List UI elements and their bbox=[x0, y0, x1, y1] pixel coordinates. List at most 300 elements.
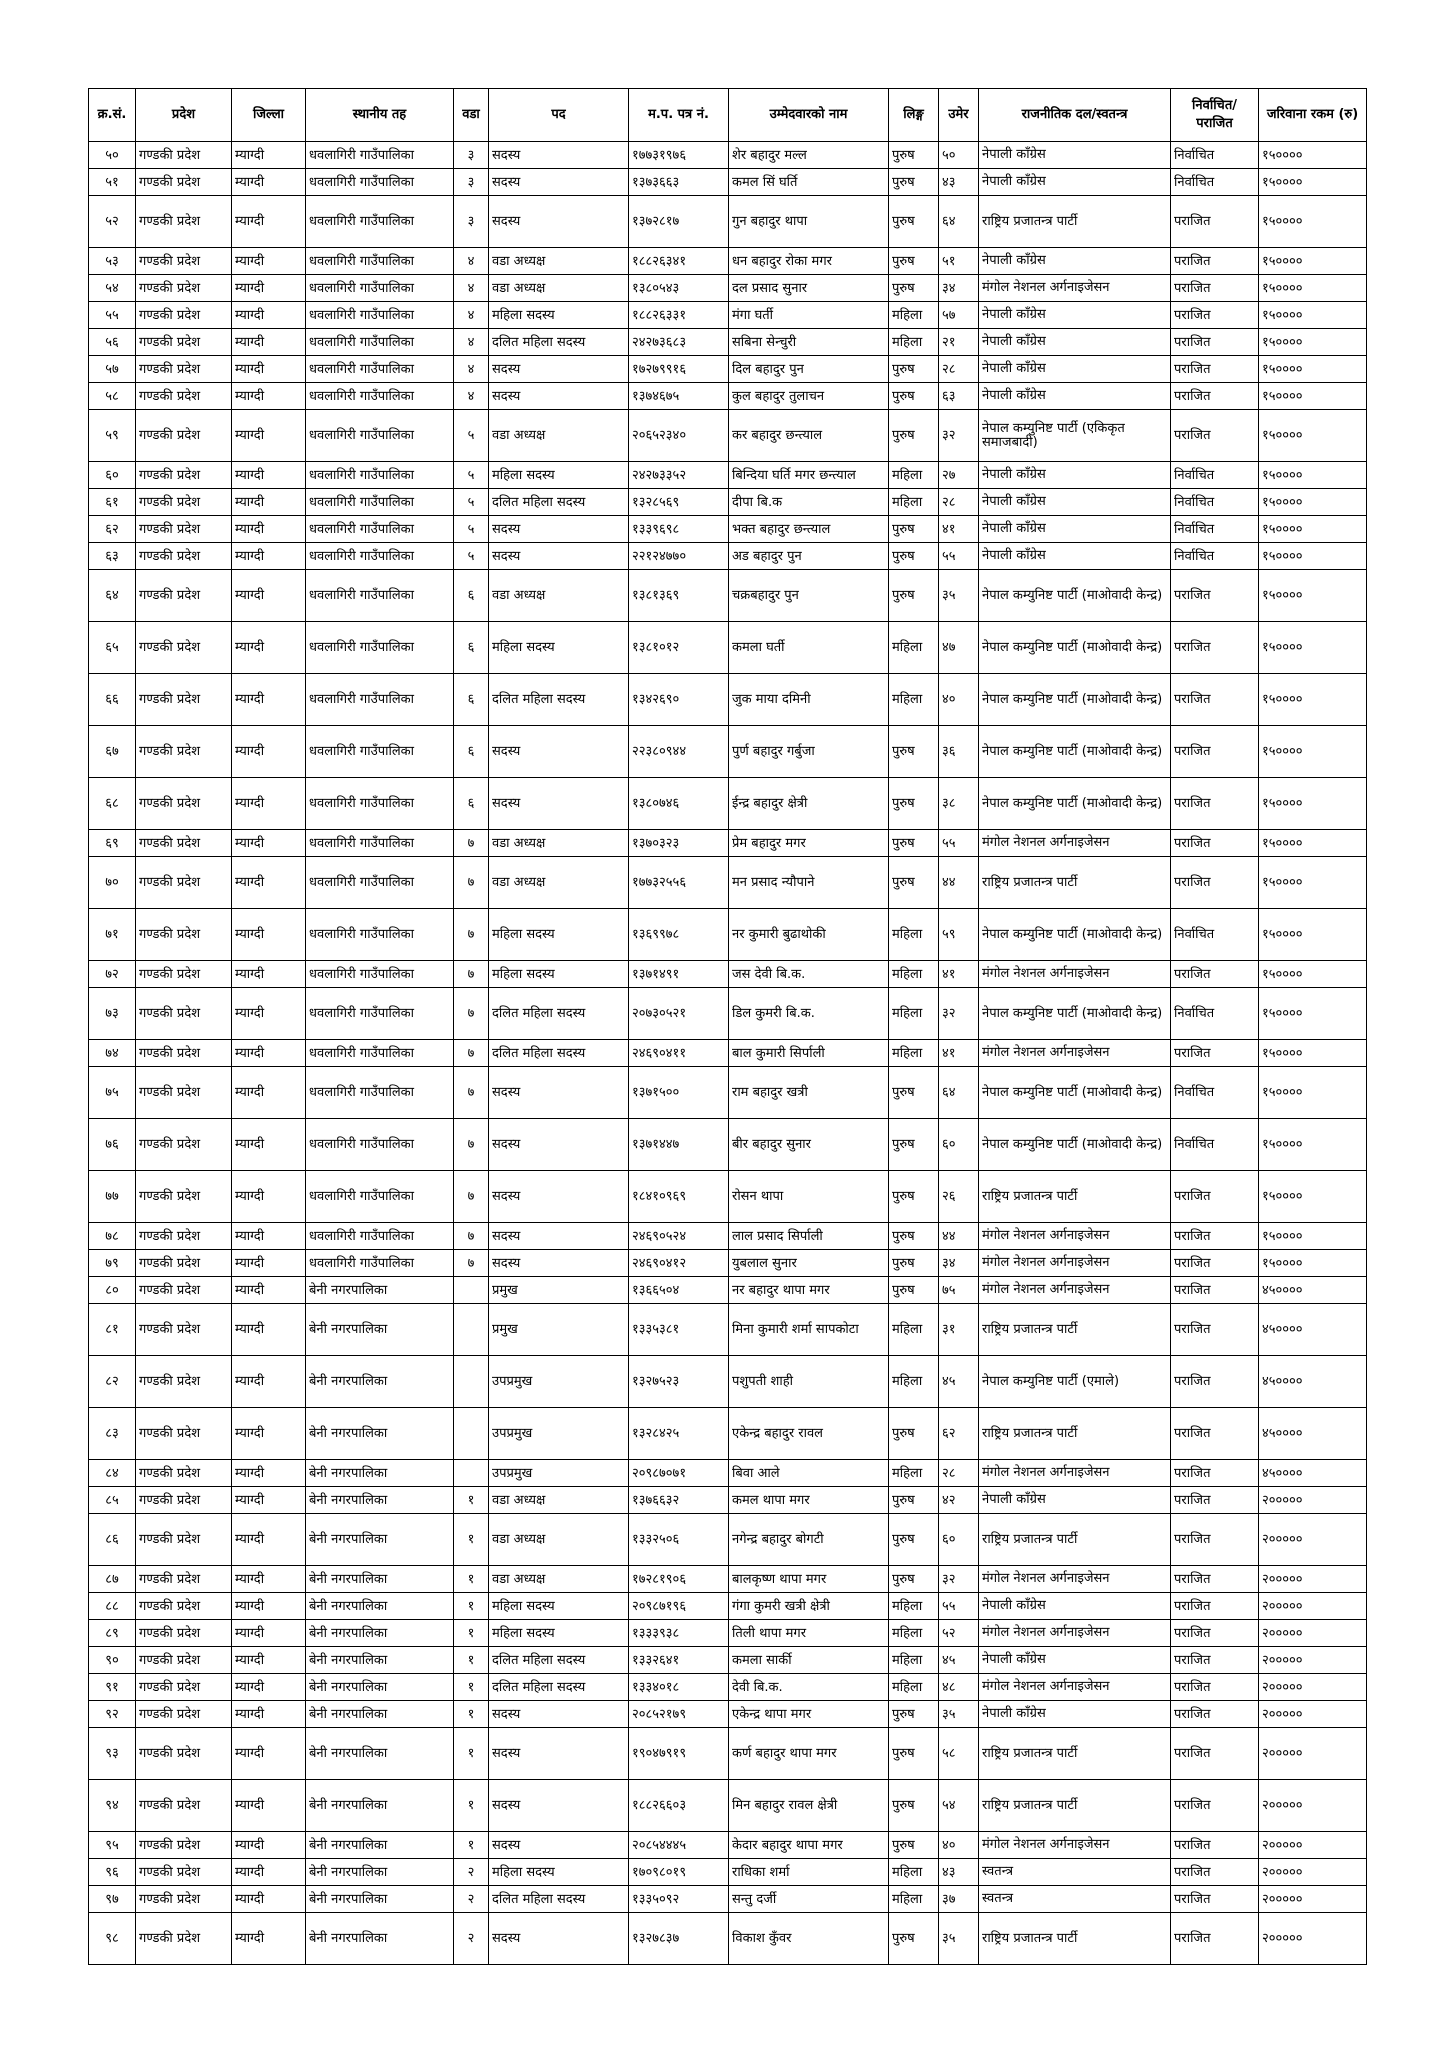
gender-cell: महिला bbox=[889, 1647, 939, 1674]
serial-cell: ६० bbox=[89, 462, 136, 489]
post-cell: सदस्य bbox=[489, 1067, 629, 1119]
ward-cell: ५ bbox=[454, 410, 489, 462]
result-cell: पराजित bbox=[1171, 275, 1259, 302]
serial-cell: ९६ bbox=[89, 1859, 136, 1886]
gender-cell: पुरुष bbox=[889, 516, 939, 543]
header-cell: म.प. पत्र नं. bbox=[629, 89, 729, 142]
age-cell: ४२ bbox=[939, 1487, 979, 1514]
post-cell: दलित महिला सदस्य bbox=[489, 489, 629, 516]
ballot-number-cell: १७७३२५५६ bbox=[629, 857, 729, 909]
candidate-name-cell: मिना कुमारी शर्मा सापकोटा bbox=[729, 1304, 889, 1356]
serial-cell: ७० bbox=[89, 857, 136, 909]
province-cell: गण्डकी प्रदेश bbox=[136, 1859, 232, 1886]
candidate-name-cell: बाल कुमारी सिर्पाली bbox=[729, 1040, 889, 1067]
gender-cell: पुरुष bbox=[889, 142, 939, 169]
candidate-name-cell: मिन बहादुर रावल क्षेत्री bbox=[729, 1780, 889, 1832]
gender-cell: पुरुष bbox=[889, 356, 939, 383]
district-cell: म्याग्दी bbox=[232, 1514, 306, 1566]
candidate-name-cell: जस देवी बि.क. bbox=[729, 961, 889, 988]
candidate-name-cell: जुक माया दमिनी bbox=[729, 674, 889, 726]
local-body-cell: धवलागिरी गाउँपालिका bbox=[306, 830, 454, 857]
table-row bbox=[89, 142, 1367, 169]
result-cell: निर्वाचित bbox=[1171, 142, 1259, 169]
age-cell: ३२ bbox=[939, 1566, 979, 1593]
gender-cell: पुरुष bbox=[889, 543, 939, 570]
local-body-cell: धवलागिरी गाउँपालिका bbox=[306, 570, 454, 622]
age-cell: २६ bbox=[939, 1171, 979, 1223]
result-cell: पराजित bbox=[1171, 622, 1259, 674]
age-cell: ३५ bbox=[939, 570, 979, 622]
party-cell: नेपाली काँग्रेस bbox=[979, 356, 1171, 383]
gender-cell: पुरुष bbox=[889, 1728, 939, 1780]
header-cell: उम्मेदवारको नाम bbox=[729, 89, 889, 142]
age-cell: ५५ bbox=[939, 1593, 979, 1620]
district-cell: म्याग्दी bbox=[232, 383, 306, 410]
serial-cell: ८७ bbox=[89, 1566, 136, 1593]
party-cell: मंगोल नेशनल अर्गनाइजेसन bbox=[979, 961, 1171, 988]
party-cell: नेपाल कम्युनिष्ट पार्टी (माओवादी केन्द्र) bbox=[979, 778, 1171, 830]
age-cell: ५४ bbox=[939, 1780, 979, 1832]
district-cell: म्याग्दी bbox=[232, 1674, 306, 1701]
gender-cell: पुरुष bbox=[889, 1171, 939, 1223]
local-body-cell: धवलागिरी गाउँपालिका bbox=[306, 489, 454, 516]
local-body-cell: धवलागिरी गाउँपालिका bbox=[306, 275, 454, 302]
serial-cell: ७१ bbox=[89, 909, 136, 961]
candidate-name-cell: बालकृष्ण थापा मगर bbox=[729, 1566, 889, 1593]
ballot-number-cell: २०७३०५२१ bbox=[629, 988, 729, 1040]
age-cell: ३२ bbox=[939, 988, 979, 1040]
result-cell: निर्वाचित bbox=[1171, 988, 1259, 1040]
ward-cell bbox=[454, 1356, 489, 1408]
ward-cell: ६ bbox=[454, 674, 489, 726]
candidate-name-cell: पुर्ण बहादुर गर्बुजा bbox=[729, 726, 889, 778]
local-body-cell: धवलागिरी गाउँपालिका bbox=[306, 778, 454, 830]
gender-cell: पुरुष bbox=[889, 248, 939, 275]
table-row bbox=[89, 1487, 1367, 1514]
district-cell: म्याग्दी bbox=[232, 516, 306, 543]
ballot-number-cell: १३७६६३२ bbox=[629, 1487, 729, 1514]
ward-cell: ६ bbox=[454, 778, 489, 830]
local-body-cell: बेनी नगरपालिका bbox=[306, 1674, 454, 1701]
district-cell: म्याग्दी bbox=[232, 489, 306, 516]
age-cell: ३२ bbox=[939, 410, 979, 462]
ballot-number-cell: १३७२८१७ bbox=[629, 196, 729, 248]
local-body-cell: धवलागिरी गाउँपालिका bbox=[306, 622, 454, 674]
local-body-cell: धवलागिरी गाउँपालिका bbox=[306, 988, 454, 1040]
post-cell: दलित महिला सदस्य bbox=[489, 1886, 629, 1913]
result-cell: पराजित bbox=[1171, 1780, 1259, 1832]
post-cell: सदस्य bbox=[489, 1171, 629, 1223]
province-cell: गण्डकी प्रदेश bbox=[136, 1728, 232, 1780]
district-cell: म्याग्दी bbox=[232, 778, 306, 830]
age-cell: ६२ bbox=[939, 1408, 979, 1460]
table-row bbox=[89, 830, 1367, 857]
local-body-cell: धवलागिरी गाउँपालिका bbox=[306, 1250, 454, 1277]
local-body-cell: धवलागिरी गाउँपालिका bbox=[306, 383, 454, 410]
age-cell: ३७ bbox=[939, 1886, 979, 1913]
district-cell: म्याग्दी bbox=[232, 909, 306, 961]
local-body-cell: धवलागिरी गाउँपालिका bbox=[306, 302, 454, 329]
party-cell: नेपाल कम्युनिष्ट पार्टी (माओवादी केन्द्र) bbox=[979, 1119, 1171, 1171]
result-cell: पराजित bbox=[1171, 1647, 1259, 1674]
result-cell: पराजित bbox=[1171, 570, 1259, 622]
district-cell: म्याग्दी bbox=[232, 329, 306, 356]
candidate-name-cell: युबलाल सुनार bbox=[729, 1250, 889, 1277]
local-body-cell: धवलागिरी गाउँपालिका bbox=[306, 1040, 454, 1067]
header-cell: क्र.सं. bbox=[89, 89, 136, 142]
province-cell: गण्डकी प्रदेश bbox=[136, 489, 232, 516]
ballot-number-cell: १७०९८०१९ bbox=[629, 1859, 729, 1886]
result-cell: पराजित bbox=[1171, 1913, 1259, 1965]
age-cell: ६३ bbox=[939, 383, 979, 410]
serial-cell: ८४ bbox=[89, 1460, 136, 1487]
age-cell: ३४ bbox=[939, 1250, 979, 1277]
post-cell: महिला सदस्य bbox=[489, 1620, 629, 1647]
ward-cell: १ bbox=[454, 1701, 489, 1728]
province-cell: गण्डकी प्रदेश bbox=[136, 142, 232, 169]
ward-cell: ७ bbox=[454, 961, 489, 988]
gender-cell: महिला bbox=[889, 462, 939, 489]
ballot-number-cell: १३२८५६९ bbox=[629, 489, 729, 516]
province-cell: गण्डकी प्रदेश bbox=[136, 961, 232, 988]
district-cell: म्याग्दी bbox=[232, 275, 306, 302]
age-cell: ३५ bbox=[939, 1701, 979, 1728]
post-cell: सदस्य bbox=[489, 1701, 629, 1728]
district-cell: म्याग्दी bbox=[232, 857, 306, 909]
province-cell: गण्डकी प्रदेश bbox=[136, 830, 232, 857]
table-row bbox=[89, 961, 1367, 988]
candidate-name-cell: कमल थापा मगर bbox=[729, 1487, 889, 1514]
document-page bbox=[88, 88, 1366, 1965]
ward-cell: ७ bbox=[454, 830, 489, 857]
ballot-number-cell: १३६९९७८ bbox=[629, 909, 729, 961]
candidate-name-cell: राधिका शर्मा bbox=[729, 1859, 889, 1886]
province-cell: गण्डकी प्रदेश bbox=[136, 1514, 232, 1566]
party-cell: नेपाली काँग्रेस bbox=[979, 543, 1171, 570]
result-cell: पराजित bbox=[1171, 302, 1259, 329]
party-cell: राष्ट्रिय प्रजातन्त्र पार्टी bbox=[979, 1728, 1171, 1780]
ballot-number-cell: १७७३१९७६ bbox=[629, 142, 729, 169]
fine-amount-cell: १५०००० bbox=[1259, 961, 1367, 988]
table-row bbox=[89, 1223, 1367, 1250]
local-body-cell: धवलागिरी गाउँपालिका bbox=[306, 726, 454, 778]
local-body-cell: धवलागिरी गाउँपालिका bbox=[306, 543, 454, 570]
fine-amount-cell: २००००० bbox=[1259, 1913, 1367, 1965]
ward-cell: ४ bbox=[454, 248, 489, 275]
province-cell: गण्डकी प्रदेश bbox=[136, 1408, 232, 1460]
gender-cell: पुरुष bbox=[889, 1277, 939, 1304]
province-cell: गण्डकी प्रदेश bbox=[136, 622, 232, 674]
ballot-number-cell: १७२७९९१६ bbox=[629, 356, 729, 383]
district-cell: म्याग्दी bbox=[232, 961, 306, 988]
age-cell: ४८ bbox=[939, 1674, 979, 1701]
province-cell: गण्डकी प्रदेश bbox=[136, 169, 232, 196]
candidate-name-cell: सन्तु दर्जी bbox=[729, 1886, 889, 1913]
party-cell: मंगोल नेशनल अर्गनाइजेसन bbox=[979, 1250, 1171, 1277]
result-cell: पराजित bbox=[1171, 1223, 1259, 1250]
gender-cell: महिला bbox=[889, 1859, 939, 1886]
district-cell: म्याग्दी bbox=[232, 142, 306, 169]
fine-amount-cell: १५०००० bbox=[1259, 543, 1367, 570]
party-cell: नेपाली काँग्रेस bbox=[979, 1487, 1171, 1514]
party-cell: स्वतन्त्र bbox=[979, 1886, 1171, 1913]
province-cell: गण्डकी प्रदेश bbox=[136, 329, 232, 356]
post-cell: दलित महिला सदस्य bbox=[489, 1647, 629, 1674]
table-row bbox=[89, 169, 1367, 196]
fine-amount-cell: १५०००० bbox=[1259, 516, 1367, 543]
fine-amount-cell: २००००० bbox=[1259, 1701, 1367, 1728]
local-body-cell: बेनी नगरपालिका bbox=[306, 1408, 454, 1460]
gender-cell: महिला bbox=[889, 489, 939, 516]
gender-cell: पुरुष bbox=[889, 570, 939, 622]
candidate-name-cell: गंगा कुमरी खत्री क्षेत्री bbox=[729, 1593, 889, 1620]
table-row bbox=[89, 1250, 1367, 1277]
ballot-number-cell: १३८१०१२ bbox=[629, 622, 729, 674]
table-row bbox=[89, 543, 1367, 570]
post-cell: वडा अध्यक्ष bbox=[489, 570, 629, 622]
table-row bbox=[89, 383, 1367, 410]
district-cell: म्याग्दी bbox=[232, 1223, 306, 1250]
district-cell: म्याग्दी bbox=[232, 1487, 306, 1514]
serial-cell: ५२ bbox=[89, 196, 136, 248]
province-cell: गण्डकी प्रदेश bbox=[136, 1701, 232, 1728]
table-row bbox=[89, 1701, 1367, 1728]
gender-cell: पुरुष bbox=[889, 383, 939, 410]
ward-cell: ७ bbox=[454, 1040, 489, 1067]
local-body-cell: बेनी नगरपालिका bbox=[306, 1304, 454, 1356]
serial-cell: ८९ bbox=[89, 1620, 136, 1647]
header-cell: निर्वाचित/ पराजित bbox=[1171, 89, 1259, 142]
ward-cell: १ bbox=[454, 1487, 489, 1514]
party-cell: राष्ट्रिय प्रजातन्त्र पार्टी bbox=[979, 1514, 1171, 1566]
district-cell: म्याग्दी bbox=[232, 356, 306, 383]
fine-amount-cell: १५०००० bbox=[1259, 1223, 1367, 1250]
post-cell: महिला सदस्य bbox=[489, 1593, 629, 1620]
age-cell: ४४ bbox=[939, 857, 979, 909]
ward-cell: १ bbox=[454, 1566, 489, 1593]
ward-cell: ७ bbox=[454, 988, 489, 1040]
party-cell: राष्ट्रिय प्रजातन्त्र पार्टी bbox=[979, 1408, 1171, 1460]
result-cell: पराजित bbox=[1171, 1040, 1259, 1067]
ballot-number-cell: १३३५०९२ bbox=[629, 1886, 729, 1913]
province-cell: गण्डकी प्रदेश bbox=[136, 1250, 232, 1277]
district-cell: म्याग्दी bbox=[232, 1250, 306, 1277]
serial-cell: ७३ bbox=[89, 988, 136, 1040]
gender-cell: महिला bbox=[889, 1886, 939, 1913]
table-row bbox=[89, 1832, 1367, 1859]
post-cell: प्रमुख bbox=[489, 1304, 629, 1356]
post-cell: महिला सदस्य bbox=[489, 462, 629, 489]
district-cell: म्याग्दी bbox=[232, 1701, 306, 1728]
table-row bbox=[89, 1913, 1367, 1965]
age-cell: ४० bbox=[939, 674, 979, 726]
post-cell: वडा अध्यक्ष bbox=[489, 1566, 629, 1593]
fine-amount-cell: १५०००० bbox=[1259, 1171, 1367, 1223]
gender-cell: महिला bbox=[889, 961, 939, 988]
table-row bbox=[89, 356, 1367, 383]
district-cell: म्याग्दी bbox=[232, 1566, 306, 1593]
fine-amount-cell: १५०००० bbox=[1259, 169, 1367, 196]
table-row bbox=[89, 1408, 1367, 1460]
candidate-name-cell: राम बहादुर खत्री bbox=[729, 1067, 889, 1119]
result-cell: पराजित bbox=[1171, 1514, 1259, 1566]
post-cell: वडा अध्यक्ष bbox=[489, 1487, 629, 1514]
local-body-cell: धवलागिरी गाउँपालिका bbox=[306, 516, 454, 543]
local-body-cell: बेनी नगरपालिका bbox=[306, 1566, 454, 1593]
ward-cell: ५ bbox=[454, 489, 489, 516]
table-row bbox=[89, 1780, 1367, 1832]
candidate-name-cell: कर बहादुर छन्त्याल bbox=[729, 410, 889, 462]
province-cell: गण्डकी प्रदेश bbox=[136, 909, 232, 961]
ward-cell: ७ bbox=[454, 1223, 489, 1250]
local-body-cell: बेनी नगरपालिका bbox=[306, 1701, 454, 1728]
province-cell: गण्डकी प्रदेश bbox=[136, 1886, 232, 1913]
table-row bbox=[89, 275, 1367, 302]
party-cell: राष्ट्रिय प्रजातन्त्र पार्टी bbox=[979, 196, 1171, 248]
serial-cell: ६७ bbox=[89, 726, 136, 778]
table-row bbox=[89, 1460, 1367, 1487]
party-cell: नेपाली काँग्रेस bbox=[979, 1647, 1171, 1674]
district-cell: म्याग्दी bbox=[232, 988, 306, 1040]
candidate-name-cell: एकेन्द्र थापा मगर bbox=[729, 1701, 889, 1728]
party-cell: नेपाल कम्युनिष्ट पार्टी (माओवादी केन्द्र) bbox=[979, 1067, 1171, 1119]
candidate-name-cell: धन बहादुर रोका मगर bbox=[729, 248, 889, 275]
district-cell: म्याग्दी bbox=[232, 169, 306, 196]
party-cell: नेपाल कम्युनिष्ट पार्टी (माओवादी केन्द्र) bbox=[979, 570, 1171, 622]
party-cell: नेपाल कम्युनिष्ट पार्टी (माओवादी केन्द्र) bbox=[979, 909, 1171, 961]
result-cell: पराजित bbox=[1171, 961, 1259, 988]
gender-cell: पुरुष bbox=[889, 196, 939, 248]
age-cell: ७५ bbox=[939, 1277, 979, 1304]
post-cell: सदस्य bbox=[489, 1119, 629, 1171]
gender-cell: महिला bbox=[889, 1356, 939, 1408]
gender-cell: महिला bbox=[889, 329, 939, 356]
candidate-name-cell: केदार बहादुर थापा मगर bbox=[729, 1832, 889, 1859]
gender-cell: महिला bbox=[889, 302, 939, 329]
ward-cell: ६ bbox=[454, 622, 489, 674]
table-row bbox=[89, 1304, 1367, 1356]
serial-cell: ८३ bbox=[89, 1408, 136, 1460]
table-body bbox=[89, 142, 1367, 1965]
local-body-cell: बेनी नगरपालिका bbox=[306, 1514, 454, 1566]
province-cell: गण्डकी प्रदेश bbox=[136, 988, 232, 1040]
ballot-number-cell: १३८१३६९ bbox=[629, 570, 729, 622]
post-cell: सदस्य bbox=[489, 726, 629, 778]
party-cell: मंगोल नेशनल अर्गनाइजेसन bbox=[979, 830, 1171, 857]
district-cell: म्याग्दी bbox=[232, 1460, 306, 1487]
fine-amount-cell: १५०००० bbox=[1259, 778, 1367, 830]
serial-cell: ८२ bbox=[89, 1356, 136, 1408]
serial-cell: ९८ bbox=[89, 1913, 136, 1965]
gender-cell: पुरुष bbox=[889, 778, 939, 830]
result-cell: पराजित bbox=[1171, 1356, 1259, 1408]
ward-cell: १ bbox=[454, 1620, 489, 1647]
gender-cell: पुरुष bbox=[889, 1780, 939, 1832]
gender-cell: महिला bbox=[889, 1040, 939, 1067]
party-cell: नेपाली काँग्रेस bbox=[979, 462, 1171, 489]
table-row bbox=[89, 410, 1367, 462]
ballot-number-cell: २४२७३६८३ bbox=[629, 329, 729, 356]
province-cell: गण्डकी प्रदेश bbox=[136, 462, 232, 489]
district-cell: म्याग्दी bbox=[232, 674, 306, 726]
fine-amount-cell: १५०००० bbox=[1259, 329, 1367, 356]
header-cell: लिङ्ग bbox=[889, 89, 939, 142]
ward-cell: ३ bbox=[454, 196, 489, 248]
result-cell: पराजित bbox=[1171, 1460, 1259, 1487]
serial-cell: ५४ bbox=[89, 275, 136, 302]
party-cell: नेपाली काँग्रेस bbox=[979, 1593, 1171, 1620]
fine-amount-cell: २००००० bbox=[1259, 1514, 1367, 1566]
district-cell: म्याग्दी bbox=[232, 726, 306, 778]
header-row bbox=[89, 89, 1367, 142]
party-cell: मंगोल नेशनल अर्गनाइजेसन bbox=[979, 1620, 1171, 1647]
ward-cell: ६ bbox=[454, 570, 489, 622]
party-cell: नेपाली काँग्रेस bbox=[979, 1701, 1171, 1728]
ballot-number-cell: २०६५२३४० bbox=[629, 410, 729, 462]
candidate-name-cell: मन प्रसाद न्यौपाने bbox=[729, 857, 889, 909]
fine-amount-cell: ४५०००० bbox=[1259, 1408, 1367, 1460]
province-cell: गण्डकी प्रदेश bbox=[136, 1460, 232, 1487]
ward-cell: २ bbox=[454, 1886, 489, 1913]
party-cell: मंगोल नेशनल अर्गनाइजेसन bbox=[979, 1223, 1171, 1250]
serial-cell: ५९ bbox=[89, 410, 136, 462]
district-cell: म्याग्दी bbox=[232, 302, 306, 329]
serial-cell: ५७ bbox=[89, 356, 136, 383]
post-cell: महिला सदस्य bbox=[489, 1859, 629, 1886]
post-cell: दलित महिला सदस्य bbox=[489, 329, 629, 356]
local-body-cell: धवलागिरी गाउँपालिका bbox=[306, 410, 454, 462]
age-cell: ५२ bbox=[939, 1620, 979, 1647]
ballot-number-cell: १८८२६३४१ bbox=[629, 248, 729, 275]
ward-cell: २ bbox=[454, 1859, 489, 1886]
fine-amount-cell: २००००० bbox=[1259, 1566, 1367, 1593]
table-row bbox=[89, 1728, 1367, 1780]
table-row bbox=[89, 1620, 1367, 1647]
post-cell: दलित महिला सदस्य bbox=[489, 988, 629, 1040]
age-cell: ३५ bbox=[939, 1913, 979, 1965]
gender-cell: पुरुष bbox=[889, 410, 939, 462]
ward-cell: १ bbox=[454, 1674, 489, 1701]
serial-cell: ६१ bbox=[89, 489, 136, 516]
district-cell: म्याग्दी bbox=[232, 1886, 306, 1913]
province-cell: गण्डकी प्रदेश bbox=[136, 778, 232, 830]
district-cell: म्याग्दी bbox=[232, 1277, 306, 1304]
table-row bbox=[89, 726, 1367, 778]
ballot-number-cell: १३३४०१८ bbox=[629, 1674, 729, 1701]
province-cell: गण्डकी प्रदेश bbox=[136, 543, 232, 570]
province-cell: गण्डकी प्रदेश bbox=[136, 383, 232, 410]
local-body-cell: धवलागिरी गाउँपालिका bbox=[306, 169, 454, 196]
serial-cell: ६८ bbox=[89, 778, 136, 830]
fine-amount-cell: १५०००० bbox=[1259, 1119, 1367, 1171]
candidate-name-cell: चक्रबहादुर पुन bbox=[729, 570, 889, 622]
ward-cell: ५ bbox=[454, 462, 489, 489]
result-cell: पराजित bbox=[1171, 1487, 1259, 1514]
result-cell: निर्वाचित bbox=[1171, 489, 1259, 516]
district-cell: म्याग्दी bbox=[232, 462, 306, 489]
result-cell: निर्वाचित bbox=[1171, 543, 1259, 570]
result-cell: पराजित bbox=[1171, 778, 1259, 830]
local-body-cell: बेनी नगरपालिका bbox=[306, 1832, 454, 1859]
age-cell: ३१ bbox=[939, 1304, 979, 1356]
ward-cell: ३ bbox=[454, 142, 489, 169]
gender-cell: महिला bbox=[889, 909, 939, 961]
fine-amount-cell: १५०००० bbox=[1259, 142, 1367, 169]
serial-cell: ९१ bbox=[89, 1674, 136, 1701]
age-cell: ५५ bbox=[939, 830, 979, 857]
party-cell: राष्ट्रिय प्रजातन्त्र पार्टी bbox=[979, 1913, 1171, 1965]
ward-cell: ७ bbox=[454, 1171, 489, 1223]
